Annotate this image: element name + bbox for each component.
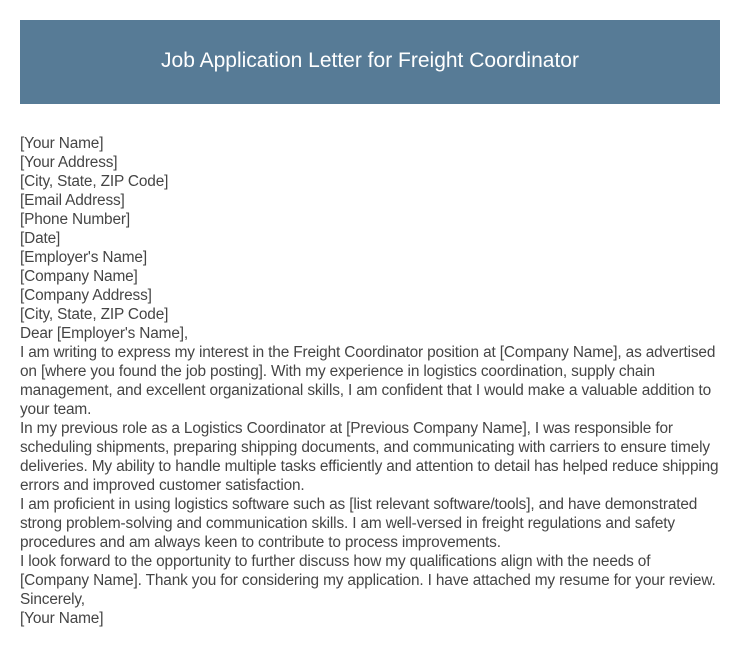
- recipient-company-name: [Company Name]: [20, 268, 138, 285]
- closing-phrase: Sincerely,: [20, 591, 85, 608]
- paragraph-experience: In my previous role as a Logistics Coordinator at [Previous Company Name], I was responsible for scheduling shipments, preparing shipping documents, and communicating with carriers to ensure timely deliveries. My ability to handle multiple tasks efficiently and attention to detail has helped reduce shipping errors and improved customer satisfaction.: [20, 420, 719, 494]
- letter-body: [20, 134, 720, 628]
- recipient-company-address: [Company Address]: [20, 287, 152, 304]
- sender-address: [Your Address]: [20, 154, 118, 171]
- sender-name: [Your Name]: [20, 135, 104, 152]
- paragraph-skills: I am proficient in using logistics software such as [list relevant software/tools], and have demonstrated strong problem-solving and communication skills. I am well-versed in freight regulations and safety procedures and am always keen to contribute to process improvements.: [20, 496, 698, 551]
- title-banner: [20, 20, 720, 104]
- signature-name: [Your Name]: [20, 610, 104, 627]
- salutation: Dear [Employer's Name],: [20, 325, 188, 342]
- recipient-employer-name: [Employer's Name]: [20, 249, 147, 266]
- sender-city-state-zip: [City, State, ZIP Code]: [20, 173, 169, 190]
- sender-email: [Email Address]: [20, 192, 125, 209]
- paragraph-closing: I look forward to the opportunity to further discuss how my qualifications align with the needs of [Company Name]. Thank you for considering my application. I have attached my resume for your review.: [20, 553, 716, 589]
- sender-phone: [Phone Number]: [20, 211, 130, 228]
- page-title: Job Application Letter for Freight Coordinator: [161, 49, 579, 72]
- paragraph-introduction: I am writing to express my interest in the Freight Coordinator position at [Company Name], as advertised on [where you found the job posting]. With my experience in logistics coordination, supply chain management, and excellent organizational skills, I am confident that I would make a valuable addition to your team.: [20, 344, 716, 418]
- letter-date: [Date]: [20, 230, 61, 247]
- recipient-city-state-zip: [City, State, ZIP Code]: [20, 306, 169, 323]
